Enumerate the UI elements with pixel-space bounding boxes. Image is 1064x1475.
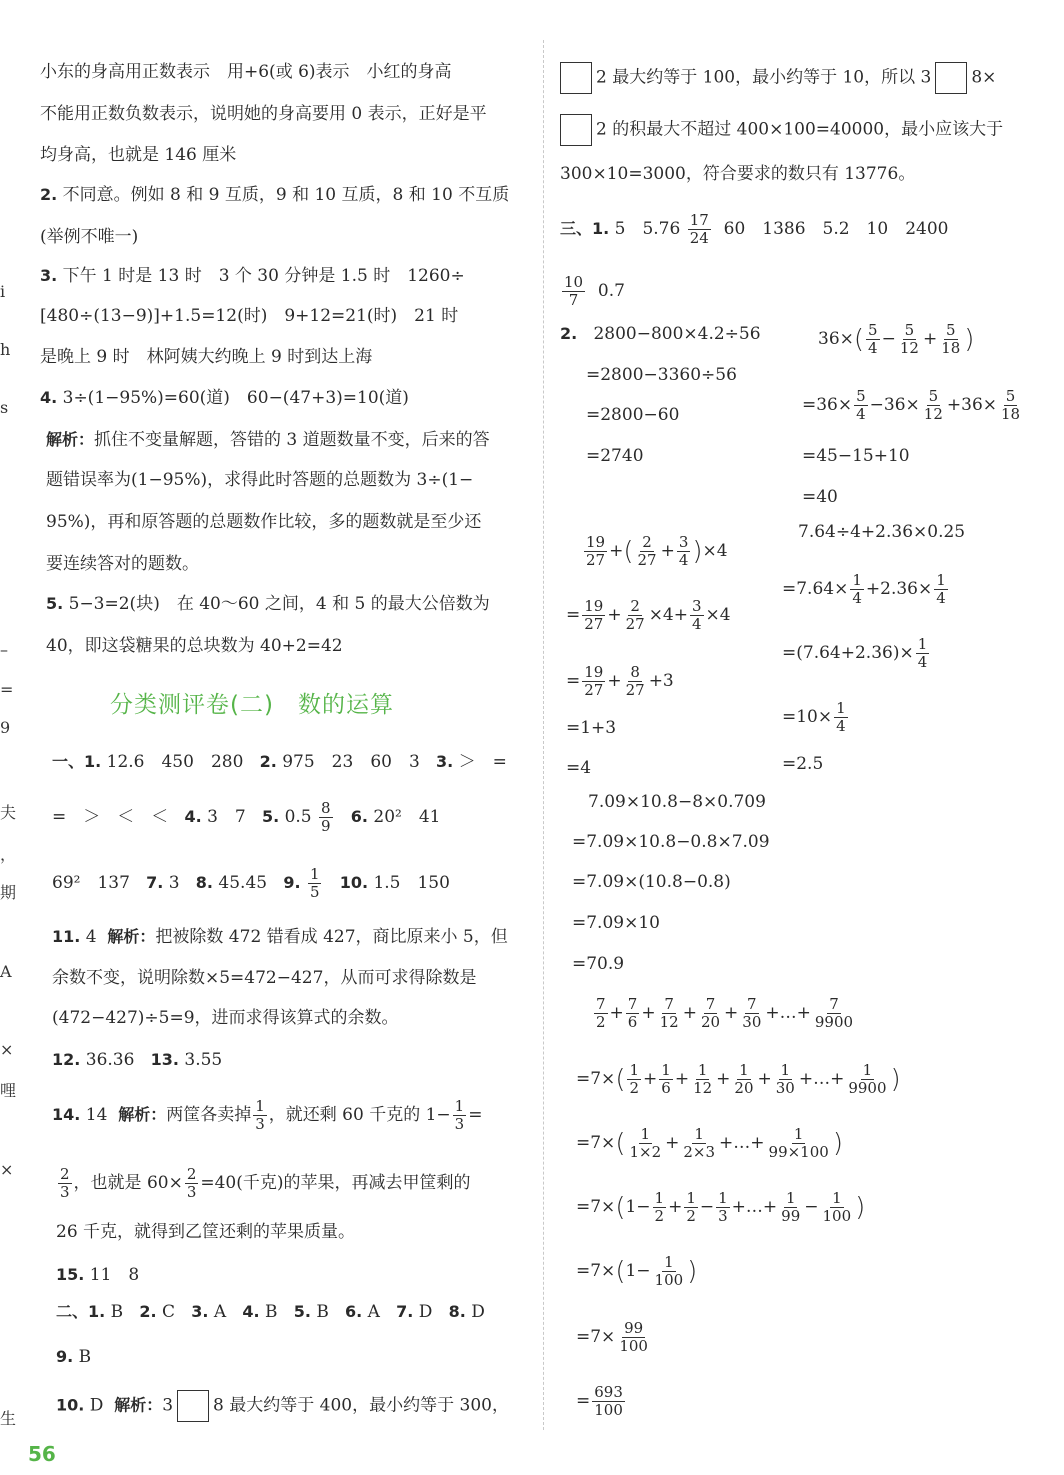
margin-char: s [0,398,9,417]
section-1-row-3 [52,866,450,901]
fraction: $\frac{1}{3}$ [454,1097,465,1133]
answer: 60 1386 5.2 10 2400 [723,219,949,239]
margin-char: = [0,680,14,699]
answer: 3 7 [207,807,246,827]
analysis-text: 8× [971,67,997,88]
calc-d-line: = $\frac{19}{27}$ + $\frac{2}{27}$ ×4+ $\frac{3}{4}$ ×4 [566,597,731,633]
answer: B [110,1302,124,1322]
answer: 12.6 450 280 [106,752,244,772]
answer-text: 下午 1 时是 13 时 3 个 30 分钟是 1.5 时 1260÷ [62,266,465,286]
item-number: 2. [259,752,277,771]
calc-d-line: =1+3 [566,718,617,738]
section-2-row [56,1300,485,1324]
question-number: 12. [52,1050,81,1069]
text-line [556,114,1003,146]
text-line: 26 千克，就得到乙筐还剩的苹果质量。 [56,1222,356,1242]
calc-f-line: $\frac{7}{2}$ + $\frac{7}{6}$ + $\frac{7}{12}$ + $\frac{7}{20}$ + $\frac{7}{30}$ +…+ $\frac{7}{9900}$ [596,995,854,1031]
answer-text: 3÷(1−95%)=60(道) 60−(47+3)=10(道) [62,388,409,408]
text-line: (举例不唯一) [40,227,139,247]
fraction: $\frac{8}{9}$ [321,799,331,835]
answer: 0.5 [284,807,312,827]
analysis-text: =40(千克)的苹果，再减去甲筐剩的 [200,1173,471,1193]
calc-text: =10× [782,707,833,727]
answer: A [367,1302,380,1322]
question-15 [56,1263,139,1287]
item-number: 5. [293,1302,311,1321]
text-line: [480÷(13−9)]+1.5=12(时) 9+12=21(时) 21 时 [40,306,459,326]
question-number: 11. [52,927,81,946]
section-3-row-1 [560,212,948,247]
section-1-row-1 [52,750,507,774]
left-margin-fragments [0,0,22,1475]
calc-e-line: =7.09×10 [572,913,660,933]
margin-char: 夫 [0,803,17,822]
calc-text: 2800−800×4.2÷56 [593,324,761,344]
item-number: 10. [339,873,369,892]
answer-text: 5−3=2(块) 在 40～60 之间，4 和 5 的最大公倍数为 [68,594,490,614]
answer: 11 8 [89,1265,140,1285]
question-number: 4. [40,388,58,407]
calc-c-line: =2.5 [782,754,824,774]
text-line: 题错误率为(1−95%)，求得此时答题的总题数为 3÷(1− [46,470,474,490]
question-number: 14. [52,1105,81,1124]
item-number: 3. [191,1302,209,1321]
margin-char: 哩 [0,1081,17,1100]
margin-char: A [0,962,12,981]
fraction: $\frac{2}{3}$ [60,1165,70,1201]
blank-box [935,62,967,94]
section-label: 一、 [52,752,85,771]
analysis-text: 3 [162,1395,174,1416]
answer: 36.36 [85,1050,135,1070]
calc-b-line: =40 [802,487,838,507]
question-2 [40,183,509,207]
analysis-text: 两筐各卖掉 [166,1105,252,1125]
answer: 0.7 [597,281,625,301]
calc-d-line: = $\frac{19}{27}$ + $\frac{8}{27}$ +3 [566,663,674,699]
answer: 4 [85,927,97,947]
section-title: 分类测评卷(二) 数的运算 [110,692,394,718]
margin-char: × [0,1040,14,1059]
text-line: 是晚上 9 时 林阿姨大约晚上 9 时到达上海 [40,347,373,367]
calc-text: +2.36× [865,579,933,599]
question-12-13 [52,1048,222,1072]
text-line: 40，即这袋糖果的总块数为 40+2=42 [46,636,343,656]
answer: = ＞ ＜ ＜ [52,807,169,827]
column-divider [543,40,544,1430]
answer: 69² 137 [52,873,130,893]
question-number: 2. [40,185,58,204]
answer: D [471,1302,485,1322]
question-number: 10. [56,1395,85,1415]
calc-f-line: =7×(1− $\frac{1}{2}$ + $\frac{1}{2}$ − $\frac{1}{3}$ +…+ $\frac{1}{99}$ − $\frac{1}{100}$ ) [576,1189,866,1225]
fraction: $\frac{2}{3}$ [186,1165,197,1201]
answer: D [418,1302,433,1322]
item-number: 2. [139,1302,157,1321]
item-number: 8. [195,873,214,892]
analysis-text: 抓住不变量解题，答错的 3 道题数量不变，后来的答 [94,430,490,450]
calc-c-line: =(7.64+2.36)× $\frac{1}{4}$ [782,635,928,671]
answer: B [78,1347,92,1367]
calc-e-line: 7.09×10.8−8×0.709 [588,792,766,812]
text-line: 300×10=3000，符合要求的数只有 13776。 [560,164,916,184]
calc-text: 36× [818,329,854,349]
question-number: 3. [40,266,58,285]
calc-f-line: =7×( $\frac{1}{2}$ + $\frac{1}{6}$ + $\frac{1}{12}$ + $\frac{1}{20}$ + $\frac{1}{30}$ +…+ $\frac{1}{9900}$ ) [576,1061,901,1097]
analysis-line [46,428,490,452]
text-line: 要连续答对的题数。 [46,554,199,574]
calc-f-line: =7×(1− $\frac{1}{100}$ ) [576,1253,698,1289]
answer: 20² 41 [373,807,441,827]
analysis-tag: 解析： [118,1105,167,1124]
calc-c-line: 7.64÷4+2.36×0.25 [798,522,966,542]
answer: ＞ = [458,752,507,772]
calc-e-line: =7.09×(10.8−0.8) [572,872,731,892]
analysis-tag: 解析： [114,1395,163,1415]
calc-e-line: =7.09×10.8−0.8×7.09 [572,832,770,852]
calc-b-line: =45−15+10 [802,446,910,466]
margin-char: ， [0,845,17,864]
text-line: 余数不变，说明除数×5=472−427，从而可求得除数是 [52,968,477,988]
question-3 [40,264,465,288]
page-number: 56 [28,1442,56,1466]
analysis-text: = [468,1105,483,1125]
calc-a-line: =2740 [586,446,644,466]
calc-c-line: =7.64× $\frac{1}{4}$ +2.36× $\frac{1}{4}$ [782,571,946,607]
text-line [556,62,996,94]
item-number: 1. [592,219,610,238]
calc-text: =7.64× [782,579,849,599]
calc-f-line: =7× $\frac{99}{100}$ [576,1319,648,1355]
calc-b-line: 36×( $\frac{5}{4}$ − $\frac{5}{12}$ + $\frac{5}{18}$ ) [818,321,975,357]
item-number: 4. [184,807,202,826]
text-line: 不能用正数负数表示，说明她的身高要用 0 表示，正好是平 [40,104,487,124]
fraction: $\frac{17}{24}$ [689,211,709,247]
text-line: (472−427)÷5=9，进而求得该算式的余数。 [52,1008,399,1028]
calc-a-line: =2800−60 [586,405,680,425]
answer: B [316,1302,329,1322]
answer: 5 5.76 [614,219,681,239]
margin-char: × [0,1160,14,1179]
answer: 3.55 [184,1050,223,1070]
question-10-analysis [56,1390,509,1422]
fraction: $\frac{1}{5}$ [309,865,320,901]
item-number: 4. [242,1302,260,1321]
item-number: 1. [88,1302,106,1321]
fraction: $\frac{1}{3}$ [255,1097,265,1133]
question-14 [52,1098,482,1133]
answer: 14 [85,1105,108,1125]
answer: 45.45 [218,873,268,893]
item-number: 5. [261,807,280,826]
answer: 3 [168,873,180,893]
answer: 975 23 60 3 [282,752,420,772]
answer-text: 不同意。例如 8 和 9 互质，9 和 10 互质，8 和 10 不互质 [62,185,510,205]
calc-a-line: =2800−3360÷56 [586,365,737,385]
item-number: 7. [396,1302,414,1321]
fraction: $\frac{693}{100}$ [594,1383,623,1419]
calc-f-line: =7×( $\frac{1}{1\times 2}$ + $\frac{1}{2\times 3}$ +…+ $\frac{1}{99\times 100}$ ) [576,1125,843,1161]
question-number: 13. [150,1050,179,1069]
analysis-text: 把被除数 472 错看成 427，商比原来小 5，但 [155,927,508,947]
calc-e-line: =70.9 [572,954,625,974]
calc-b-line: =36× $\frac{5}{4}$ −36× $\frac{5}{12}$ +36× $\frac{5}{18}$ [802,387,1021,423]
margin-char: 9 [0,718,11,737]
section-3-row-2 [560,274,625,309]
blank-box [560,62,592,94]
item-number: 7. [146,873,164,892]
item-number: 6. [350,807,369,826]
margin-char: 生 [0,1409,17,1428]
calc-f-line: = $\frac{693}{100}$ [576,1383,623,1419]
item-number: 3. [435,752,454,771]
answer: B [264,1302,278,1322]
blank-box [177,1390,209,1422]
analysis-text: 2 的积最大不超过 400×100=40000，最小应该大于 [596,119,1004,140]
margin-char: 期 [0,883,17,902]
answer: A [213,1302,227,1322]
answer: 1.5 150 [373,873,450,893]
question-5 [46,592,490,616]
analysis-text: 2 最大约等于 100，最小约等于 10，所以 3 [596,67,932,88]
item-number: 6. [345,1302,363,1321]
calc-d-line: $\frac{19}{27}$ +( $\frac{2}{27}$ + $\frac{3}{4}$ )×4 [586,533,728,569]
item-number: 1. [84,752,102,771]
section-label: 二、 [56,1302,89,1321]
answer: D [89,1395,104,1416]
margin-char: h [0,340,11,359]
margin-char: i [0,282,6,301]
item-number: 9. [56,1347,74,1366]
question-number: 5. [46,594,64,613]
question-11 [52,925,508,949]
analysis-text: ，就还剩 60 千克的 1− [268,1105,451,1125]
margin-char: – [0,640,8,659]
calc-d-line: =4 [566,758,592,778]
section-2-item-9 [56,1345,91,1369]
analysis-tag: 解析： [46,430,95,449]
section-1-row-2 [52,800,441,835]
item-number: 9. [283,873,301,892]
question-4 [40,386,409,410]
calc-c-line: =10× $\frac{1}{4}$ [782,699,846,735]
question-number: 15. [56,1265,85,1284]
blank-box [560,114,592,146]
text-line: 95%)，再和原答题的总题数作比较，多的题数就是至少还 [46,512,482,532]
calc-a-line [560,322,761,346]
text-line [56,1166,471,1201]
analysis-tag: 解析： [107,927,156,946]
fraction: $\frac{10}{7}$ [564,273,584,309]
item-number: 2. [560,324,578,343]
calc-text: =(7.64+2.36)× [782,643,914,663]
text-line: 均身高，也就是 146 厘米 [40,145,237,165]
answer: C [161,1302,175,1322]
item-number: 8. [448,1302,466,1321]
section-label: 三、 [560,219,593,238]
text-line: 小东的身高用正数表示 用+6(或 6)表示 小红的身高 [40,62,452,82]
analysis-text: ，也就是 60× [73,1173,183,1193]
analysis-text: 8 最大约等于 400，最小约等于 300， [213,1395,509,1416]
